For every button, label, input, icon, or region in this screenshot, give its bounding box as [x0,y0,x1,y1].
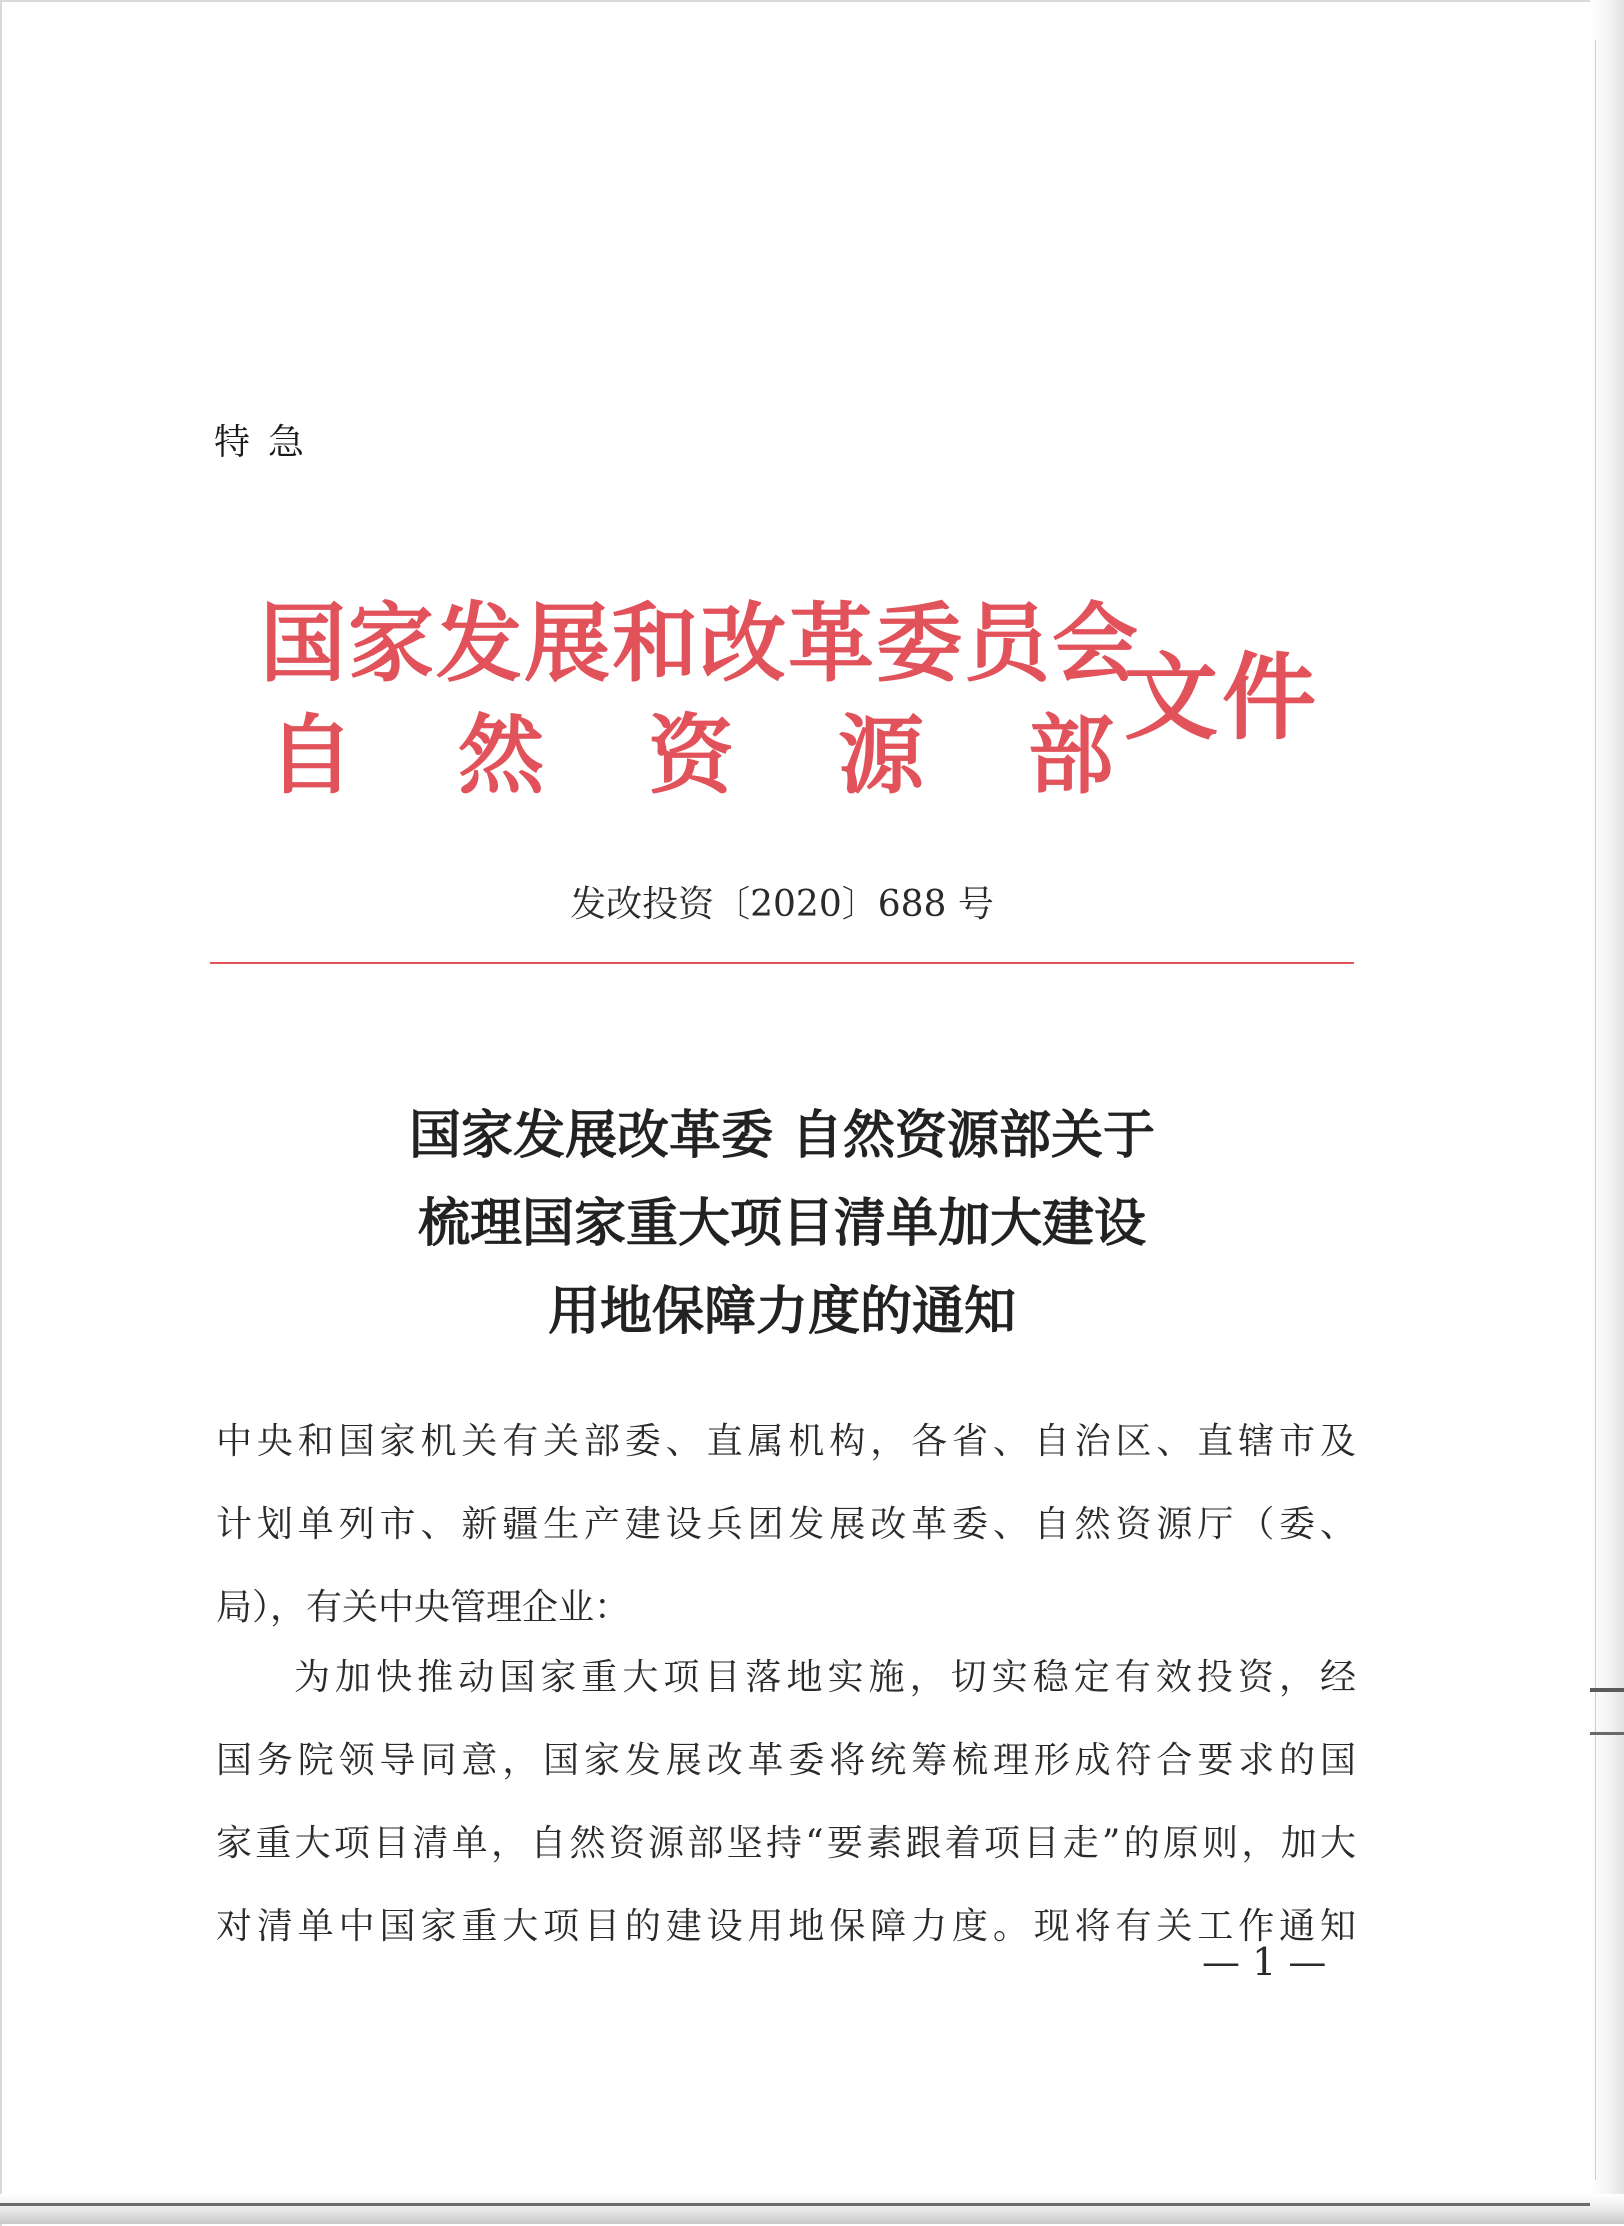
document-word: 文件 [1124,643,1321,753]
paragraph-line-4: 对清单中国家重大项目的建设用地保障力度。现将有关工作通知 [216,1906,1356,1947]
addressee-line-1: 中央和国家机关有关部委、直属机构，各省、自治区、直辖市及 [216,1421,1356,1462]
body-paragraph [216,1636,1356,1968]
document-number: 发改投资〔2020〕688 号 [570,884,994,925]
title-line-2: 梳理国家重大项目清单加大建设 [417,1193,1146,1254]
scan-edge-mark [1590,1732,1624,1735]
paragraph-line-1: 为加快推动国家重大项目落地实施，切实稳定有效投资，经 [294,1657,1356,1698]
scan-edge-right-line [1595,40,1596,2180]
issuer-mnr: 自然资源部 [268,705,1218,806]
scan-edge-bottom [0,2194,1624,2224]
addressee-line-2: 计划单列市、新疆生产建设兵团发展改革委、自然资源厅（委、 [216,1504,1356,1545]
addressee-line-3: 局），有关中央管理企业： [216,1587,631,1628]
red-separator-line [210,962,1354,964]
title-line-3: 用地保障力度的通知 [547,1281,1016,1342]
urgency-label: 特急 [214,422,323,463]
paragraph-line-3: 家重大项目清单，自然资源部坚持“要素跟着项目走”的原则，加大 [216,1823,1356,1864]
title-line-1: 国家发展改革委 自然资源部关于 [408,1105,1156,1166]
addressee-block [216,1400,1356,1649]
issuer-ndrc: 国家发展和改革委员会 [260,593,1140,694]
page-number: — 1 — [1202,1940,1327,1984]
scan-edge-mark [1590,1688,1624,1692]
paragraph-line-2: 国务院领导同意，国家发展改革委将统筹梳理形成符合要求的国 [216,1740,1356,1781]
document-page [2,2,1624,2226]
scan-edge-bottom-line [0,2203,1590,2206]
document-title [2,1092,1562,1356]
